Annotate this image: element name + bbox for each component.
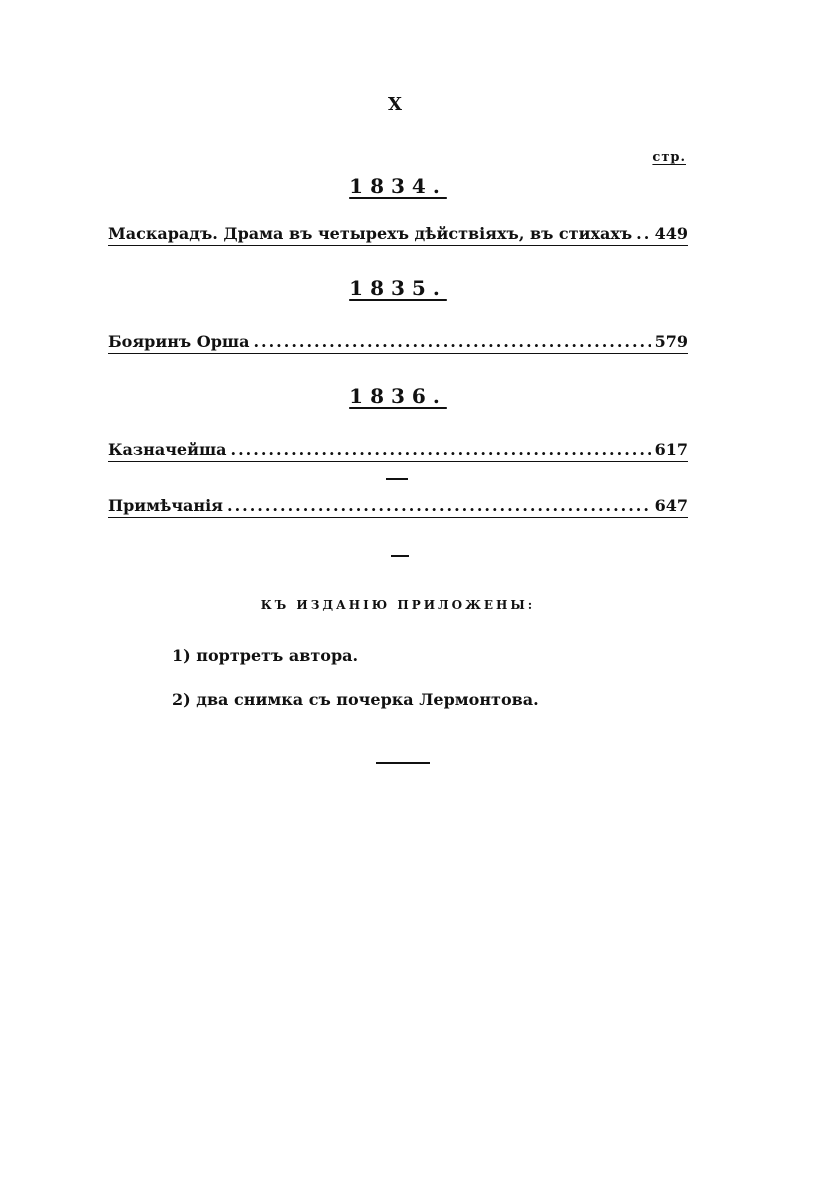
toc-entry-maskarad	[108, 222, 688, 246]
toc-entry-primechaniya	[108, 494, 688, 518]
toc-entry-title: Маскарадъ. Драма въ четырехъ дѣйствіяхъ, въ стихахъ	[108, 224, 633, 243]
toc-leader-dots	[636, 224, 650, 244]
end-rule	[376, 762, 430, 764]
toc-entry-title: Бояринъ Орша	[108, 332, 250, 351]
year-heading-1835: 1835.	[349, 276, 447, 300]
toc-entry-page: 579	[654, 332, 688, 351]
supplement-item: 1) портретъ автора.	[172, 646, 359, 665]
toc-entry-page: 449	[654, 224, 688, 243]
page-number: X	[388, 94, 402, 115]
supplements-heading: КЪ ИЗДАНІЮ ПРИЛОЖЕНЫ:	[260, 598, 536, 612]
toc-entry-boyarin-orsha	[108, 330, 688, 354]
toc-entry-title: Примѣчанія	[108, 496, 223, 515]
toc-entry-page: 647	[654, 496, 688, 515]
year-heading-1834: 1834.	[349, 174, 447, 198]
toc-entry-title: Казначейша	[108, 440, 227, 459]
toc-entry-page: 617	[654, 440, 688, 459]
year-heading-1836: 1836.	[349, 384, 447, 408]
toc-leader-dots	[227, 496, 651, 516]
page-column-label: стр.	[652, 150, 686, 165]
toc-entry-kaznacheysha	[108, 438, 688, 462]
separator-dash	[386, 478, 408, 480]
supplement-item: 2) два снимка съ почерка Лермонтова.	[172, 690, 539, 709]
separator-dash	[391, 555, 409, 557]
toc-leader-dots	[253, 332, 650, 352]
toc-leader-dots	[231, 440, 651, 460]
